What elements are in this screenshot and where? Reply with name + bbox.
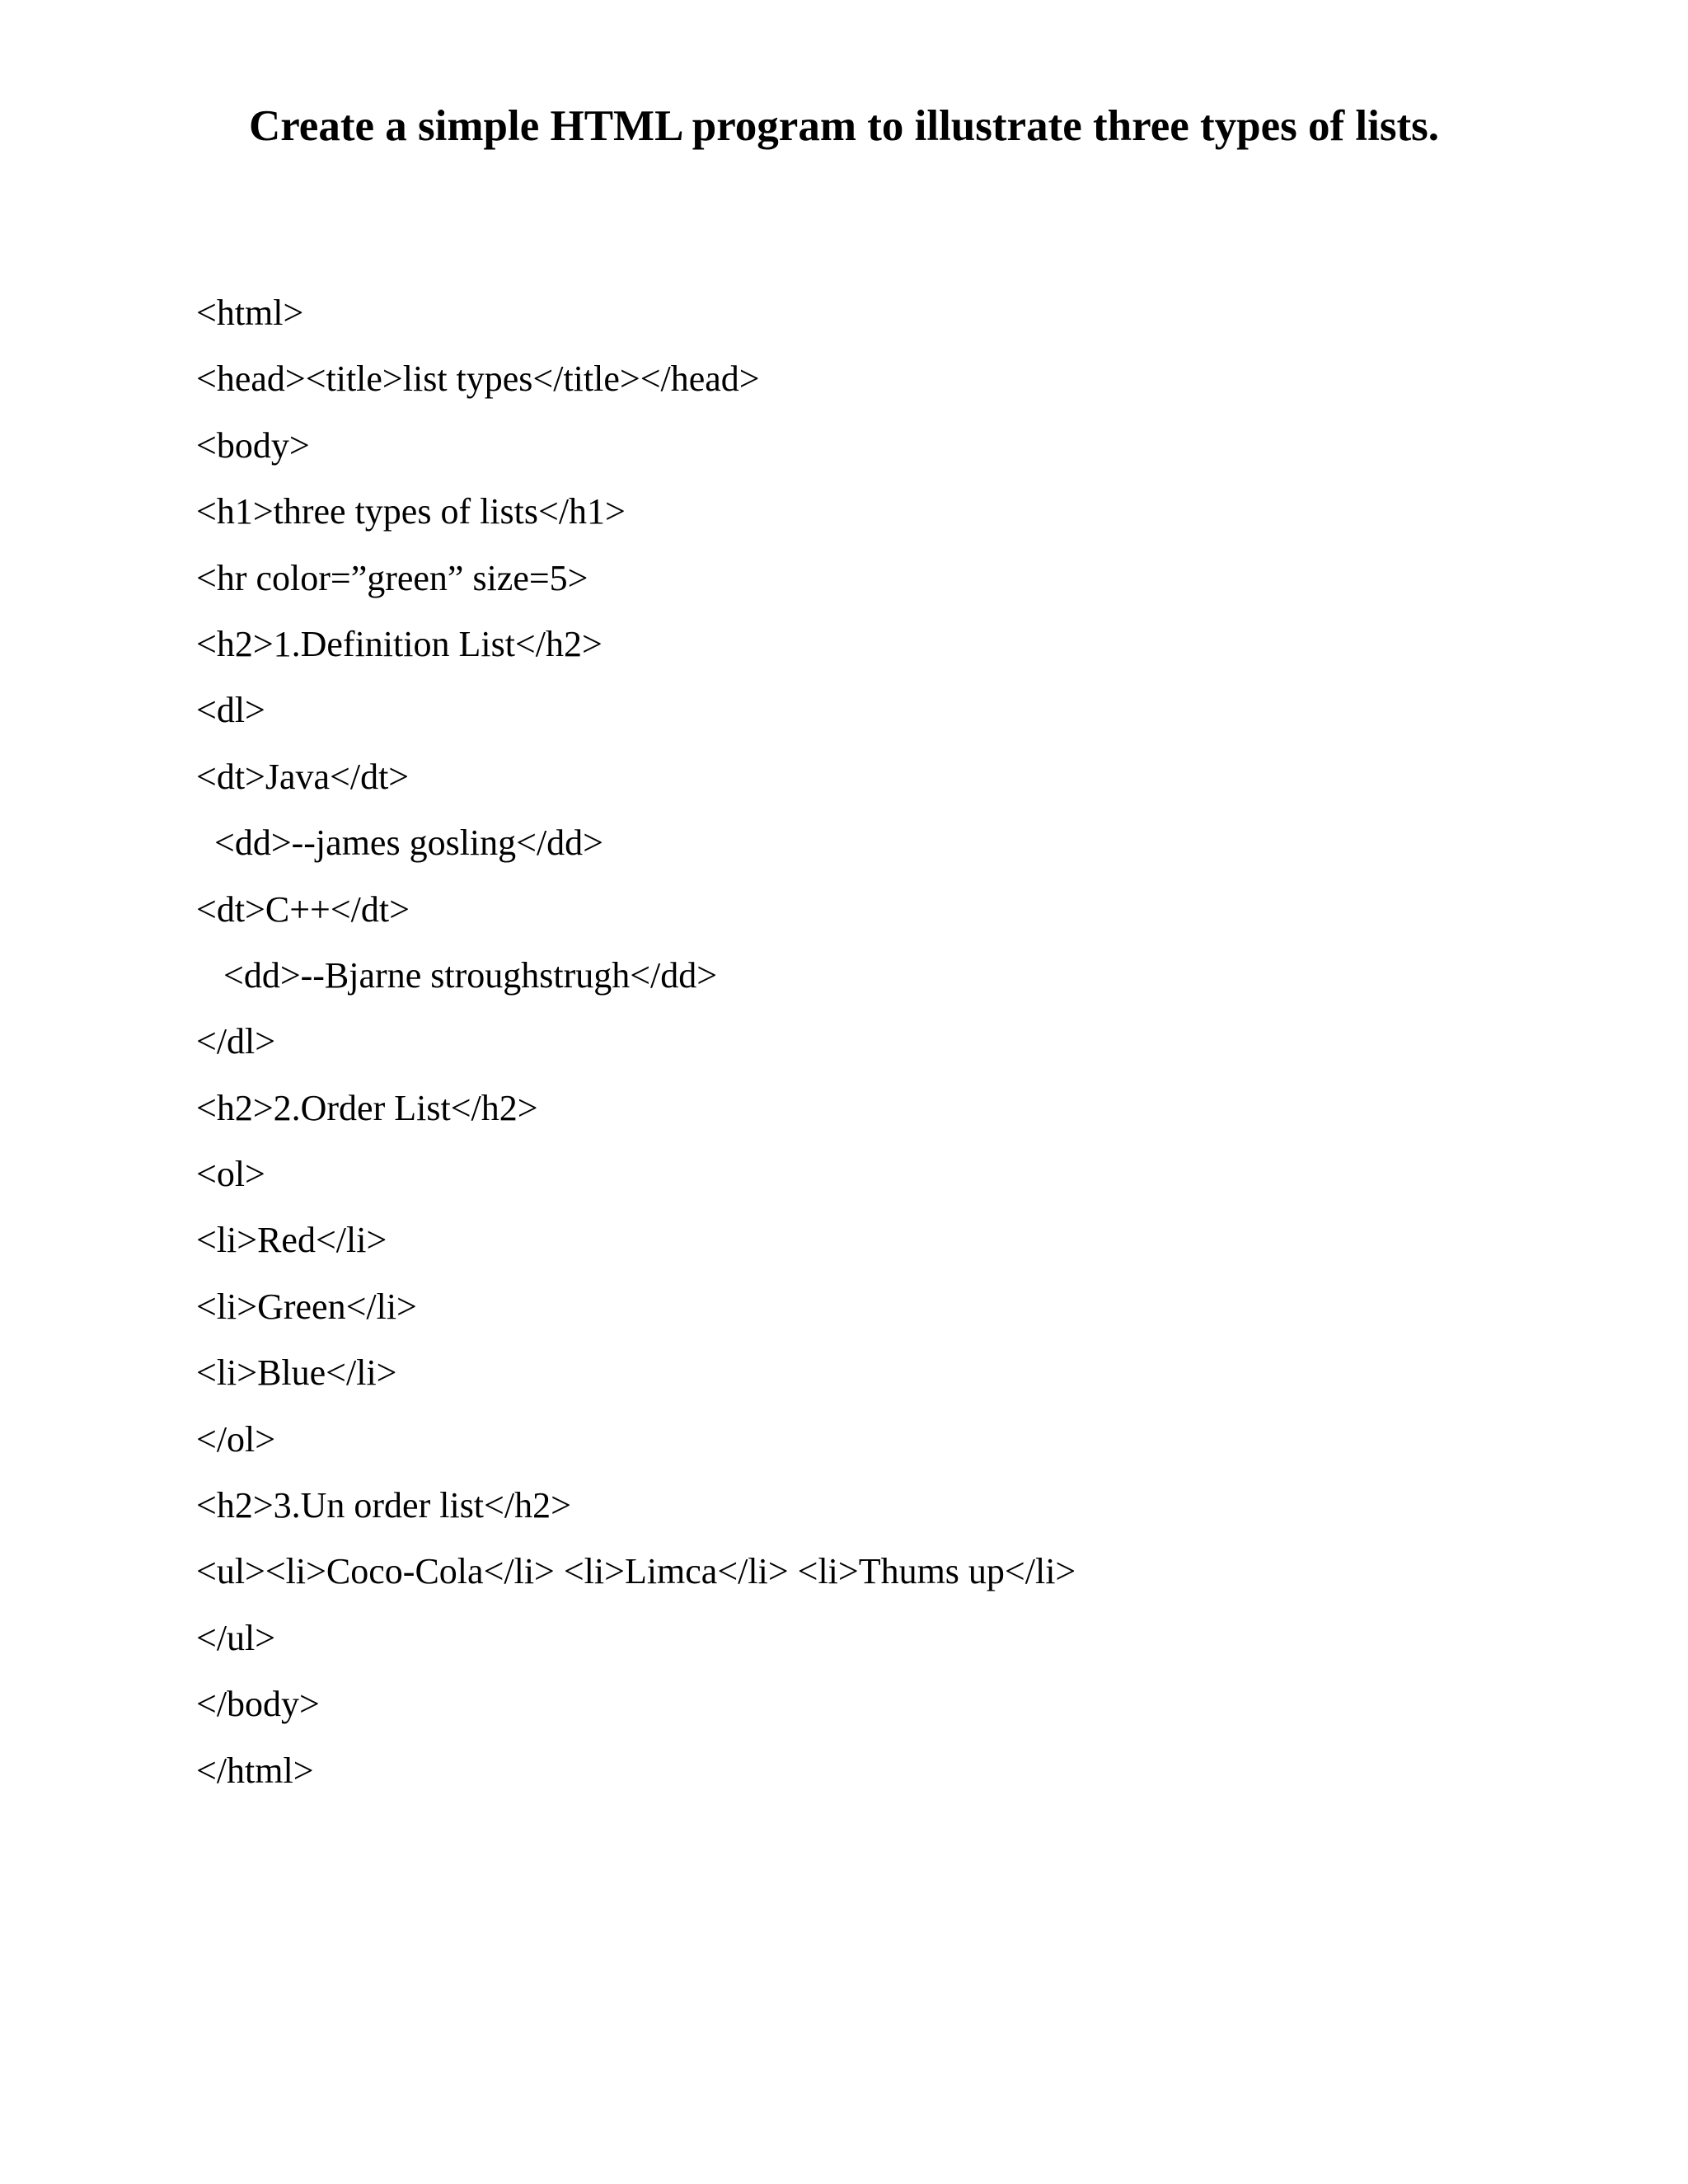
code-line: <dl> — [196, 690, 265, 731]
code-line: <hr color=”green” size=5> — [196, 557, 588, 598]
code-line: <html> — [196, 293, 304, 333]
code-line: <h2>3.Un order list</h2> — [196, 1485, 571, 1526]
code-line: <dt>Java</dt> — [196, 756, 410, 797]
code-line: <ol> — [196, 1154, 265, 1195]
code-line: <body> — [196, 424, 310, 466]
code-line: <h1>three types of lists</h1> — [196, 491, 626, 532]
page-title: Create a simple HTML program to illustrate three types of lists. — [248, 102, 1440, 150]
code-line: <head><title>list types</title></head> — [196, 359, 760, 400]
code-line: <li>Green</li> — [196, 1286, 417, 1327]
code-line: <h2>1.Definition List</h2> — [196, 623, 603, 664]
code-line: <dt>C++</dt> — [196, 888, 410, 930]
code-line: </dl> — [196, 1021, 276, 1062]
code-line: </ul> — [196, 1617, 276, 1658]
code-line: </body> — [196, 1684, 320, 1725]
code-line: </ol> — [196, 1418, 276, 1460]
code-line: <li>Red</li> — [196, 1220, 387, 1261]
code-line: <li>Blue</li> — [196, 1352, 397, 1394]
code-line: <dd>--Bjarne stroughstrugh</dd> — [196, 954, 718, 996]
code-line: <dd>--james gosling</dd> — [196, 823, 603, 864]
code-listing — [196, 280, 1076, 1804]
code-line: <ul><li>Coco-Cola</li> <li>Limca</li> <li>Thums up</li> — [196, 1551, 1076, 1592]
code-line: <h2>2.Order List</h2> — [196, 1087, 538, 1128]
code-line: </html> — [196, 1750, 314, 1791]
